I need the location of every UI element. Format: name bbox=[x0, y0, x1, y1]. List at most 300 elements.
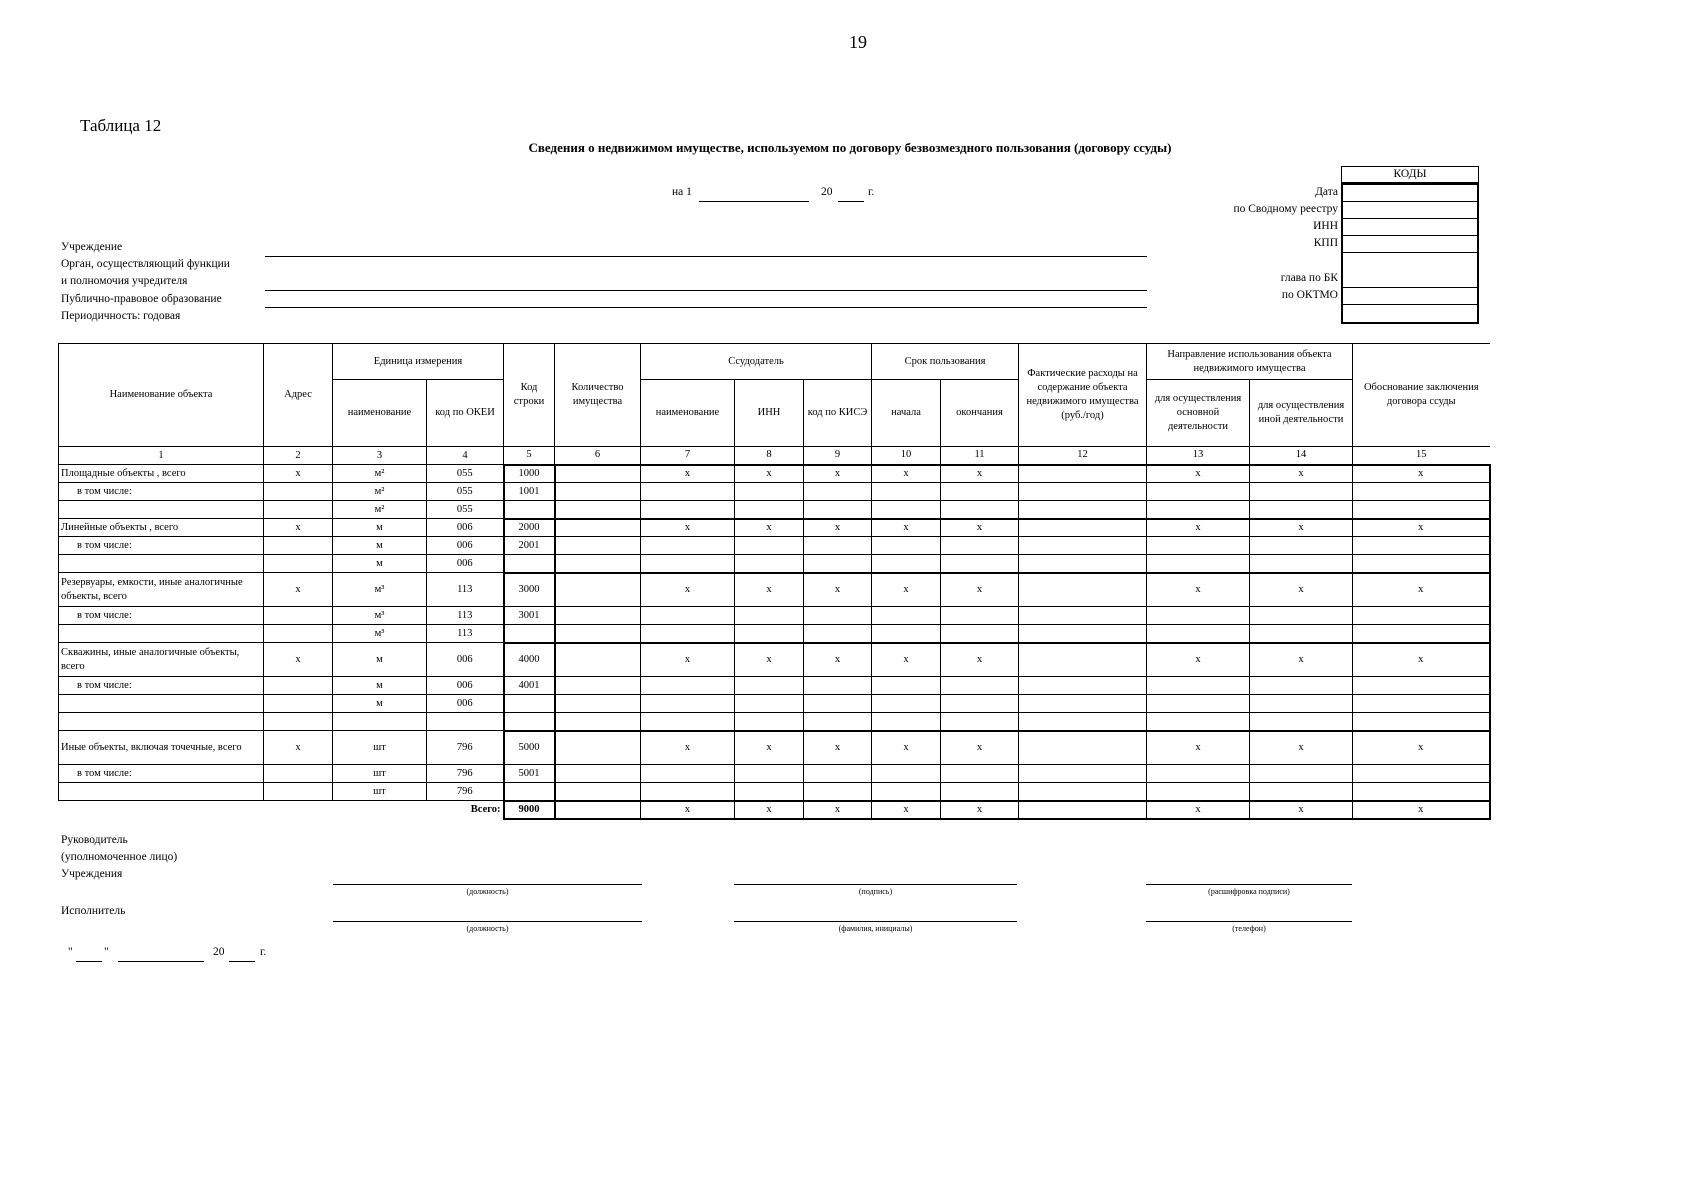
page-number: 19 bbox=[849, 32, 867, 52]
x-mark-cell[interactable]: x bbox=[641, 643, 735, 677]
x-mark-cell[interactable]: x bbox=[872, 731, 941, 765]
row-name: Иные объекты, включая точечные, всего bbox=[59, 731, 264, 765]
code-label-date: Дата bbox=[1315, 186, 1338, 198]
x-mark-cell[interactable]: x bbox=[735, 519, 804, 537]
okei-cell: 113 bbox=[427, 625, 504, 643]
table-cell[interactable] bbox=[264, 483, 333, 501]
table-cell[interactable] bbox=[1147, 677, 1250, 695]
table-cell[interactable] bbox=[1019, 783, 1147, 801]
table-cell[interactable] bbox=[1019, 713, 1147, 731]
table-cell[interactable] bbox=[1250, 483, 1353, 501]
head-position-line[interactable] bbox=[333, 884, 642, 885]
table-cell[interactable] bbox=[872, 501, 941, 519]
okei-cell: 006 bbox=[427, 537, 504, 555]
total-cell[interactable] bbox=[1019, 801, 1147, 819]
x-mark-cell[interactable]: x bbox=[1250, 731, 1353, 765]
table-cell[interactable] bbox=[1353, 537, 1490, 555]
table-cell[interactable] bbox=[1250, 695, 1353, 713]
table-cell[interactable] bbox=[264, 783, 333, 801]
table-cell[interactable] bbox=[1353, 677, 1490, 695]
table-cell[interactable] bbox=[804, 713, 872, 731]
okei-cell: 113 bbox=[427, 607, 504, 625]
row-name: Резервуары, емкости, иные аналогичные объекты, всего bbox=[59, 573, 264, 607]
code-field-date[interactable] bbox=[1343, 185, 1477, 202]
column-number: 5 bbox=[504, 447, 555, 465]
table-cell[interactable] bbox=[1250, 501, 1353, 519]
table-cell[interactable] bbox=[1250, 713, 1353, 731]
x-mark-cell[interactable]: x bbox=[872, 643, 941, 677]
table-row bbox=[59, 501, 1490, 519]
address-cell[interactable]: x bbox=[264, 643, 333, 677]
table-cell[interactable] bbox=[735, 555, 804, 573]
table-cell[interactable] bbox=[1250, 537, 1353, 555]
x-mark-cell[interactable]: x bbox=[872, 519, 941, 537]
table-cell[interactable] bbox=[1019, 695, 1147, 713]
table-cell[interactable] bbox=[804, 607, 872, 625]
table-row bbox=[59, 573, 1490, 607]
table-cell[interactable] bbox=[1019, 537, 1147, 555]
x-mark-cell[interactable]: x bbox=[641, 465, 735, 483]
table-cell[interactable] bbox=[804, 765, 872, 783]
table-cell[interactable] bbox=[1019, 501, 1147, 519]
line-code-cell: 3001 bbox=[504, 607, 555, 625]
x-mark-cell[interactable]: x bbox=[1147, 573, 1250, 607]
header-term-end: окончания bbox=[941, 380, 1019, 447]
table-cell[interactable] bbox=[555, 465, 641, 483]
x-mark-cell[interactable]: x bbox=[735, 573, 804, 607]
table-cell[interactable] bbox=[1250, 555, 1353, 573]
table-cell[interactable] bbox=[1353, 483, 1490, 501]
table-cell[interactable] bbox=[1019, 519, 1147, 537]
table-cell[interactable] bbox=[1019, 555, 1147, 573]
code-field-periodicity[interactable] bbox=[1343, 305, 1477, 322]
table-cell[interactable] bbox=[735, 625, 804, 643]
table-cell[interactable] bbox=[1019, 731, 1147, 765]
table-cell[interactable] bbox=[641, 625, 735, 643]
table-cell[interactable] bbox=[872, 537, 941, 555]
row-name: в том числе: bbox=[59, 537, 264, 555]
table-cell[interactable] bbox=[735, 483, 804, 501]
unit-cell: м bbox=[333, 519, 427, 537]
table-cell[interactable] bbox=[264, 555, 333, 573]
table-cell[interactable] bbox=[735, 695, 804, 713]
x-mark-cell[interactable]: x bbox=[1147, 519, 1250, 537]
table-cell[interactable] bbox=[1019, 677, 1147, 695]
table-cell[interactable] bbox=[504, 783, 555, 801]
okei-cell: 055 bbox=[427, 501, 504, 519]
table-cell[interactable] bbox=[59, 713, 264, 731]
table-cell[interactable] bbox=[59, 501, 264, 519]
x-mark-cell[interactable]: x bbox=[735, 465, 804, 483]
okei-cell: 796 bbox=[427, 731, 504, 765]
table-cell[interactable] bbox=[1147, 625, 1250, 643]
table-cell[interactable] bbox=[333, 713, 427, 731]
header-expenses: Фактические расходы на содержание объекта недвижимого имущества (руб./год) bbox=[1019, 344, 1147, 447]
x-mark-cell[interactable]: x bbox=[1250, 465, 1353, 483]
column-number: 12 bbox=[1019, 447, 1147, 465]
table-cell[interactable] bbox=[941, 537, 1019, 555]
bottom-date-year: 20 bbox=[213, 946, 225, 958]
table-cell[interactable] bbox=[555, 537, 641, 555]
institution-line[interactable] bbox=[265, 256, 1147, 257]
head-label-1: Руководитель bbox=[61, 834, 128, 846]
total-cell[interactable] bbox=[555, 801, 641, 819]
column-number: 3 bbox=[333, 447, 427, 465]
table-cell[interactable] bbox=[1147, 483, 1250, 501]
grand-total-label: Всего: bbox=[470, 803, 501, 815]
table-cell[interactable] bbox=[735, 501, 804, 519]
table-cell[interactable] bbox=[555, 765, 641, 783]
okei-cell: 055 bbox=[427, 483, 504, 501]
bottom-date-month-line[interactable] bbox=[118, 961, 204, 962]
table-cell[interactable] bbox=[641, 695, 735, 713]
table-cell[interactable] bbox=[735, 713, 804, 731]
head-position-caption: (должность) bbox=[466, 887, 509, 896]
line-code-cell: 1000 bbox=[504, 465, 555, 483]
public-entity-label: Публично-правовое образование bbox=[61, 293, 222, 305]
x-mark-cell[interactable]: x bbox=[872, 801, 941, 819]
table-cell[interactable] bbox=[555, 501, 641, 519]
table-cell[interactable] bbox=[941, 713, 1019, 731]
address-cell[interactable]: x bbox=[264, 519, 333, 537]
table-cell[interactable] bbox=[427, 713, 504, 731]
header-use-group: Направление использования объекта недвижимого имущества bbox=[1147, 344, 1353, 380]
table-cell[interactable] bbox=[641, 555, 735, 573]
code-label-registry: по Сводному реестру bbox=[1233, 203, 1338, 215]
x-mark-cell[interactable]: x bbox=[1353, 643, 1490, 677]
table-cell[interactable] bbox=[872, 695, 941, 713]
bottom-date-year-line[interactable] bbox=[229, 961, 255, 962]
table-cell[interactable] bbox=[872, 783, 941, 801]
x-mark-cell[interactable]: x bbox=[804, 465, 872, 483]
code-label-bk: глава по БК bbox=[1280, 272, 1338, 284]
table-cell[interactable] bbox=[1250, 765, 1353, 783]
x-mark-cell[interactable]: x bbox=[1250, 573, 1353, 607]
x-mark-cell[interactable]: x bbox=[1353, 573, 1490, 607]
table-cell[interactable] bbox=[1353, 555, 1490, 573]
table-cell[interactable] bbox=[1353, 625, 1490, 643]
table-cell[interactable] bbox=[872, 765, 941, 783]
line-code-cell: 5001 bbox=[504, 765, 555, 783]
x-mark-cell[interactable]: x bbox=[1250, 643, 1353, 677]
document-title: Сведения о недвижимом имуществе, используемом по договору безвозмездного пользования (договору ссуды) bbox=[528, 140, 1172, 155]
table-cell[interactable] bbox=[1353, 765, 1490, 783]
x-mark-cell[interactable]: x bbox=[1250, 801, 1353, 819]
table-cell[interactable] bbox=[804, 501, 872, 519]
x-mark-cell[interactable]: x bbox=[1147, 465, 1250, 483]
x-mark-cell[interactable]: x bbox=[735, 801, 804, 819]
x-mark-cell[interactable]: x bbox=[1147, 731, 1250, 765]
date-day-line[interactable] bbox=[699, 201, 809, 202]
table-cell[interactable] bbox=[1353, 695, 1490, 713]
header-lender-kise: код по КИСЭ bbox=[804, 380, 872, 447]
table-cell[interactable] bbox=[1019, 765, 1147, 783]
bottom-date-suffix: г. bbox=[260, 946, 267, 958]
grand-total-code: 9000 bbox=[504, 801, 555, 819]
header-name: Наименование объекта bbox=[59, 344, 264, 447]
table-cell[interactable] bbox=[555, 573, 641, 607]
x-mark-cell[interactable]: x bbox=[872, 573, 941, 607]
periodicity-label: Периодичность: годовая bbox=[61, 310, 181, 322]
x-mark-cell[interactable]: x bbox=[941, 519, 1019, 537]
table-cell[interactable] bbox=[1353, 783, 1490, 801]
header-use-main: для осуществления основной деятельности bbox=[1147, 380, 1250, 447]
table-cell[interactable] bbox=[1250, 625, 1353, 643]
code-field-kpp[interactable] bbox=[1343, 236, 1477, 253]
x-mark-cell[interactable]: x bbox=[804, 801, 872, 819]
head-decoding-caption: (расшифровка подписи) bbox=[1208, 887, 1290, 896]
table-cell[interactable] bbox=[504, 713, 555, 731]
header-use-other: для осуществления иной деятельности bbox=[1250, 380, 1353, 447]
unit-cell: шт bbox=[333, 731, 427, 765]
table-cell[interactable] bbox=[872, 625, 941, 643]
unit-cell: м bbox=[333, 555, 427, 573]
address-cell[interactable]: x bbox=[264, 465, 333, 483]
table-cell[interactable] bbox=[804, 555, 872, 573]
x-mark-cell[interactable]: x bbox=[804, 643, 872, 677]
table-cell[interactable] bbox=[941, 765, 1019, 783]
table-cell[interactable] bbox=[804, 783, 872, 801]
date-quote-open: " bbox=[68, 946, 73, 958]
table-cell[interactable] bbox=[1353, 607, 1490, 625]
x-mark-cell[interactable]: x bbox=[804, 731, 872, 765]
x-mark-cell[interactable]: x bbox=[941, 731, 1019, 765]
x-mark-cell[interactable]: x bbox=[735, 731, 804, 765]
table-row bbox=[59, 677, 1490, 695]
table-cell[interactable] bbox=[1019, 643, 1147, 677]
header-lender-name: наименование bbox=[641, 380, 735, 447]
date-prefix: на 1 bbox=[672, 186, 692, 198]
table-cell[interactable] bbox=[1019, 483, 1147, 501]
unit-cell: м bbox=[333, 537, 427, 555]
table-cell[interactable] bbox=[804, 483, 872, 501]
bottom-date-day-line[interactable] bbox=[76, 961, 102, 962]
table-cell[interactable] bbox=[941, 695, 1019, 713]
table-cell[interactable] bbox=[941, 555, 1019, 573]
x-mark-cell[interactable]: x bbox=[941, 801, 1019, 819]
table-cell[interactable] bbox=[872, 677, 941, 695]
table-cell[interactable] bbox=[264, 501, 333, 519]
table-cell[interactable] bbox=[555, 625, 641, 643]
table-cell[interactable] bbox=[555, 483, 641, 501]
x-mark-cell[interactable]: x bbox=[735, 643, 804, 677]
public-entity-line[interactable] bbox=[265, 307, 1147, 308]
table-cell[interactable] bbox=[1250, 607, 1353, 625]
unit-cell: м³ bbox=[333, 607, 427, 625]
table-cell[interactable] bbox=[735, 537, 804, 555]
table-cell[interactable] bbox=[59, 783, 264, 801]
table-cell[interactable] bbox=[555, 731, 641, 765]
founder-line[interactable] bbox=[265, 290, 1147, 291]
codes-header: КОДЫ bbox=[1341, 166, 1479, 183]
table-cell[interactable] bbox=[59, 625, 264, 643]
unit-cell: м² bbox=[333, 483, 427, 501]
table-cell[interactable] bbox=[804, 677, 872, 695]
table-label: Таблица 12 bbox=[80, 116, 162, 135]
table-cell[interactable] bbox=[1250, 677, 1353, 695]
table-cell[interactable] bbox=[872, 483, 941, 501]
table-cell[interactable] bbox=[735, 607, 804, 625]
table-cell[interactable] bbox=[1019, 465, 1147, 483]
header-term-start: начала bbox=[872, 380, 941, 447]
table-cell[interactable] bbox=[264, 677, 333, 695]
table-cell[interactable] bbox=[555, 519, 641, 537]
property-table bbox=[58, 343, 1491, 820]
x-mark-cell[interactable]: x bbox=[641, 573, 735, 607]
x-mark-cell[interactable]: x bbox=[1353, 731, 1490, 765]
unit-cell: м bbox=[333, 677, 427, 695]
line-code-cell: 4001 bbox=[504, 677, 555, 695]
table-cell[interactable] bbox=[641, 483, 735, 501]
table-cell[interactable] bbox=[1147, 713, 1250, 731]
table-cell[interactable] bbox=[1147, 501, 1250, 519]
table-cell[interactable] bbox=[1250, 783, 1353, 801]
code-field-oktmo[interactable] bbox=[1343, 288, 1477, 305]
okei-cell: 006 bbox=[427, 555, 504, 573]
code-field-registry[interactable] bbox=[1343, 202, 1477, 219]
table-cell[interactable] bbox=[941, 625, 1019, 643]
table-cell[interactable] bbox=[555, 695, 641, 713]
header-unit-group: Единица измерения bbox=[333, 344, 504, 380]
table-cell[interactable] bbox=[641, 501, 735, 519]
table-cell[interactable] bbox=[641, 765, 735, 783]
table-cell[interactable] bbox=[264, 713, 333, 731]
code-label-inn: ИНН bbox=[1313, 220, 1338, 232]
table-cell[interactable] bbox=[1147, 555, 1250, 573]
table-row bbox=[59, 537, 1490, 555]
head-label-2: (уполномоченное лицо) bbox=[61, 851, 178, 863]
table-cell[interactable] bbox=[264, 537, 333, 555]
x-mark-cell[interactable]: x bbox=[941, 465, 1019, 483]
column-number: 4 bbox=[427, 447, 504, 465]
table-cell[interactable] bbox=[804, 625, 872, 643]
table-cell[interactable] bbox=[641, 713, 735, 731]
code-field-inn[interactable] bbox=[1343, 219, 1477, 236]
table-row bbox=[59, 519, 1490, 537]
table-cell[interactable] bbox=[504, 625, 555, 643]
table-cell[interactable] bbox=[264, 695, 333, 713]
table-cell[interactable] bbox=[735, 677, 804, 695]
okei-cell: 006 bbox=[427, 695, 504, 713]
table-cell[interactable] bbox=[555, 677, 641, 695]
table-cell[interactable] bbox=[264, 607, 333, 625]
table-cell[interactable] bbox=[555, 555, 641, 573]
x-mark-cell[interactable]: x bbox=[1147, 643, 1250, 677]
executor-position-line[interactable] bbox=[333, 921, 642, 922]
table-cell[interactable] bbox=[59, 695, 264, 713]
table-cell[interactable] bbox=[641, 783, 735, 801]
x-mark-cell[interactable]: x bbox=[1353, 465, 1490, 483]
table-row bbox=[59, 607, 1490, 625]
code-field-bk[interactable] bbox=[1343, 253, 1477, 288]
executor-phone-line[interactable] bbox=[1146, 921, 1352, 922]
column-number: 8 bbox=[735, 447, 804, 465]
table-cell[interactable] bbox=[504, 695, 555, 713]
table-cell[interactable] bbox=[59, 555, 264, 573]
x-mark-cell[interactable]: x bbox=[1353, 519, 1490, 537]
table-cell[interactable] bbox=[641, 677, 735, 695]
x-mark-cell[interactable]: x bbox=[804, 573, 872, 607]
x-mark-cell[interactable]: x bbox=[1250, 519, 1353, 537]
table-cell[interactable] bbox=[555, 607, 641, 625]
header-quantity: Количество имущества bbox=[555, 344, 641, 447]
codes-fields bbox=[1341, 183, 1479, 324]
x-mark-cell[interactable]: x bbox=[641, 731, 735, 765]
row-name: Скважины, иные аналогичные объекты, всего bbox=[59, 643, 264, 677]
address-cell[interactable]: x bbox=[264, 573, 333, 607]
table-cell[interactable] bbox=[1147, 783, 1250, 801]
table-cell[interactable] bbox=[1353, 713, 1490, 731]
okei-cell: 006 bbox=[427, 677, 504, 695]
code-label-kpp: КПП bbox=[1313, 237, 1338, 249]
table-row bbox=[59, 731, 1490, 765]
header-justification: Обоснование заключения договора ссуды bbox=[1353, 344, 1490, 447]
table-cell[interactable] bbox=[555, 783, 641, 801]
x-mark-cell[interactable]: x bbox=[941, 573, 1019, 607]
table-cell[interactable] bbox=[1019, 607, 1147, 625]
head-decoding-line[interactable] bbox=[1146, 884, 1352, 885]
x-mark-cell[interactable]: x bbox=[941, 643, 1019, 677]
table-cell[interactable] bbox=[872, 713, 941, 731]
table-cell[interactable] bbox=[1147, 537, 1250, 555]
date-year-line[interactable] bbox=[838, 201, 864, 202]
table-cell[interactable] bbox=[264, 765, 333, 783]
table-cell[interactable] bbox=[941, 677, 1019, 695]
x-mark-cell[interactable]: x bbox=[804, 519, 872, 537]
x-mark-cell[interactable]: x bbox=[872, 465, 941, 483]
codes-box bbox=[1341, 166, 1479, 324]
table-cell[interactable] bbox=[1019, 625, 1147, 643]
unit-cell: м³ bbox=[333, 573, 427, 607]
table-cell[interactable] bbox=[872, 607, 941, 625]
table-cell[interactable] bbox=[555, 713, 641, 731]
table-cell[interactable] bbox=[504, 501, 555, 519]
header-unit-name: наименование bbox=[333, 380, 427, 447]
table-cell[interactable] bbox=[641, 537, 735, 555]
table-cell[interactable] bbox=[941, 783, 1019, 801]
head-signature-line[interactable] bbox=[734, 884, 1017, 885]
executor-fio-line[interactable] bbox=[734, 921, 1017, 922]
date-suffix: г. bbox=[868, 186, 875, 198]
column-number: 11 bbox=[941, 447, 1019, 465]
header-term-group: Срок пользования bbox=[872, 344, 1019, 380]
address-cell[interactable]: x bbox=[264, 731, 333, 765]
table-cell[interactable] bbox=[735, 783, 804, 801]
table-cell[interactable] bbox=[1147, 695, 1250, 713]
table-cell[interactable] bbox=[941, 607, 1019, 625]
header-address: Адрес bbox=[264, 344, 333, 447]
table-cell[interactable] bbox=[941, 501, 1019, 519]
founder-label-1: Орган, осуществляющий функции bbox=[61, 258, 230, 270]
table-cell[interactable] bbox=[804, 695, 872, 713]
table-cell[interactable] bbox=[1147, 765, 1250, 783]
table-cell[interactable] bbox=[941, 483, 1019, 501]
table-cell[interactable] bbox=[872, 555, 941, 573]
table-cell[interactable] bbox=[735, 765, 804, 783]
table-cell[interactable] bbox=[1353, 501, 1490, 519]
x-mark-cell[interactable]: x bbox=[1353, 801, 1490, 819]
x-mark-cell[interactable]: x bbox=[641, 801, 735, 819]
table-cell[interactable] bbox=[504, 555, 555, 573]
table-cell[interactable] bbox=[804, 537, 872, 555]
table-cell[interactable] bbox=[641, 607, 735, 625]
x-mark-cell[interactable]: x bbox=[1147, 801, 1250, 819]
table-cell[interactable] bbox=[555, 643, 641, 677]
table-cell[interactable] bbox=[1019, 573, 1147, 607]
x-mark-cell[interactable]: x bbox=[641, 519, 735, 537]
table-cell[interactable] bbox=[264, 625, 333, 643]
table-cell[interactable] bbox=[1147, 607, 1250, 625]
